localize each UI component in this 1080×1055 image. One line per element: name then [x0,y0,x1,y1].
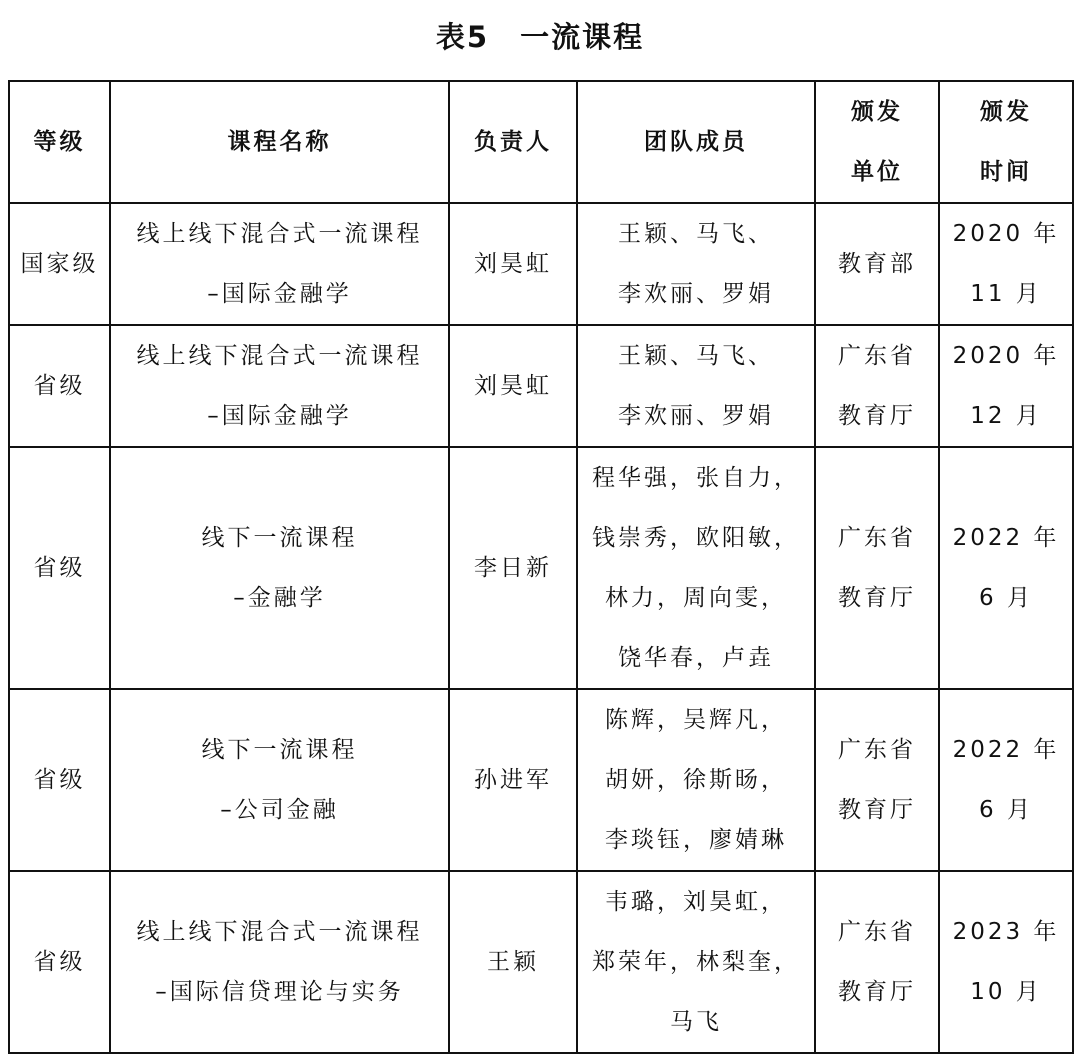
cell-issuer-line: 教育厅 [838,797,916,823]
cell-course [110,447,449,689]
table-body [9,203,1073,1053]
cell-issuer-line: 教育部 [838,251,916,277]
cell-team [577,871,815,1053]
table-row [9,447,1073,689]
header-time [939,81,1073,203]
cell-time [939,325,1073,447]
cell-course [110,203,449,325]
cell-course-line: –金融学 [233,585,326,611]
cell-owner: 孙进军 [449,689,577,871]
cell-issuer [815,203,939,325]
cell-time [939,871,1073,1053]
cell-time-line: 2022 年 [952,737,1060,763]
cell-team-line: 马飞 [670,1009,722,1035]
cell-team-line: 饶华春，卢垚 [618,645,774,671]
cell-team-line: 郑荣年，林梨奎， [592,949,800,975]
header-level: 等级 [9,81,110,203]
header-course: 课程名称 [110,81,449,203]
cell-team-line: 程华强，张自力， [592,465,800,491]
cell-issuer [815,689,939,871]
header-issuer [815,81,939,203]
cell-team [577,689,815,871]
cell-team-line: 林力，周向雯， [605,585,787,611]
header-issuer-line: 单位 [851,159,903,185]
cell-team-line: 王颖、马飞、 [618,343,774,369]
table-row [9,871,1073,1053]
cell-owner: 刘昊虹 [449,325,577,447]
table-row [9,203,1073,325]
cell-level: 国家级 [9,203,110,325]
cell-issuer-line: 广东省 [838,525,916,551]
cell-course-line: 线下一流课程 [201,525,358,551]
cell-time-line: 6 月 [979,797,1033,823]
header-team: 团队成员 [577,81,815,203]
courses-table [8,80,1074,1054]
cell-course-line: –国际信贷理论与实务 [155,979,404,1005]
cell-course [110,871,449,1053]
cell-time-line: 10 月 [970,979,1042,1005]
cell-team-line: 李琰钰，廖婧琳 [605,827,787,853]
cell-team-line: 胡妍，徐斯旸， [605,767,787,793]
header-time-line: 时间 [980,159,1032,185]
cell-course-line: –国际金融学 [207,403,352,429]
table-row [9,325,1073,447]
cell-level: 省级 [9,447,110,689]
cell-time-line: 2022 年 [952,525,1060,551]
cell-team [577,325,815,447]
cell-level: 省级 [9,325,110,447]
cell-time-line: 12 月 [970,403,1042,429]
cell-issuer-line: 教育厅 [838,979,916,1005]
cell-course-line: –国际金融学 [207,281,352,307]
cell-time [939,689,1073,871]
cell-issuer [815,325,939,447]
cell-time-line: 2020 年 [952,343,1060,369]
cell-team [577,447,815,689]
cell-team-line: 韦璐，刘昊虹， [605,889,787,915]
cell-owner: 王颖 [449,871,577,1053]
cell-team-line: 李欢丽、罗娟 [618,281,774,307]
cell-course-line: 线上线下混合式一流课程 [136,343,423,369]
cell-course-line: 线上线下混合式一流课程 [136,919,423,945]
cell-issuer [815,447,939,689]
cell-time [939,203,1073,325]
cell-time [939,447,1073,689]
header-row [9,81,1073,203]
cell-course-line: –公司金融 [220,797,339,823]
cell-team-line: 王颖、马飞、 [618,221,774,247]
cell-issuer-line: 广东省 [838,919,916,945]
cell-owner: 李日新 [449,447,577,689]
table-title: 表5 一流课程 [435,20,645,54]
header-owner: 负责人 [449,81,577,203]
header-time-line: 颁发 [980,99,1032,125]
cell-course [110,325,449,447]
cell-team-line: 钱崇秀，欧阳敏， [592,525,800,551]
cell-issuer-line: 教育厅 [838,403,916,429]
cell-time-line: 6 月 [979,585,1033,611]
cell-time-line: 2023 年 [952,919,1060,945]
cell-course-line: 线下一流课程 [201,737,358,763]
cell-course-line: 线上线下混合式一流课程 [136,221,423,247]
cell-time-line: 11 月 [970,281,1042,307]
cell-issuer-line: 广东省 [838,737,916,763]
cell-level: 省级 [9,689,110,871]
cell-issuer [815,871,939,1053]
cell-team [577,203,815,325]
cell-team-line: 陈辉，吴辉凡， [605,707,787,733]
cell-level: 省级 [9,871,110,1053]
cell-time-line: 2020 年 [952,221,1060,247]
header-issuer-line: 颁发 [851,99,903,125]
cell-issuer-line: 教育厅 [838,585,916,611]
cell-owner: 刘昊虹 [449,203,577,325]
cell-issuer-line: 广东省 [838,343,916,369]
table-row [9,689,1073,871]
cell-course [110,689,449,871]
cell-team-line: 李欢丽、罗娟 [618,403,774,429]
